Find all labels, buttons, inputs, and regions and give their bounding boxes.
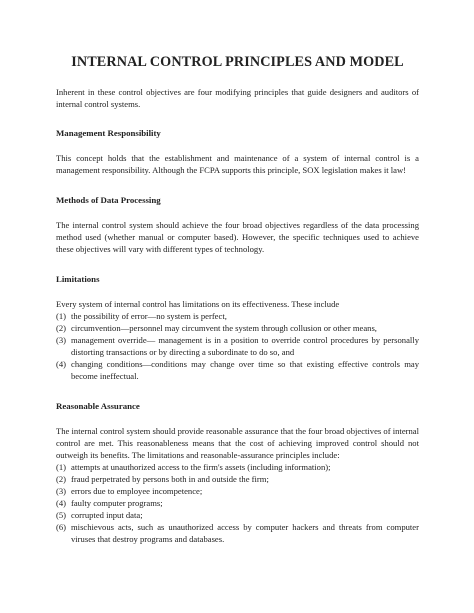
list-item-text: the possibility of error—no system is perfect, bbox=[71, 311, 227, 321]
list-item bbox=[56, 322, 419, 334]
list-item bbox=[56, 310, 419, 322]
section-heading-methods-of-data-processing: Methods of Data Processing bbox=[56, 195, 161, 205]
section-heading-management-responsibility: Management Responsibility bbox=[56, 128, 161, 138]
list-item-number: (2) bbox=[56, 474, 67, 484]
list-item bbox=[56, 473, 419, 485]
list-item bbox=[56, 485, 419, 497]
list-item-text: corrupted input data; bbox=[71, 510, 143, 520]
reasonable-assurance-list bbox=[56, 461, 419, 545]
section-heading-limitations: Limitations bbox=[56, 274, 100, 284]
list-item-text: fraud perpetrated by persons both in and outside the firm; bbox=[71, 474, 269, 484]
document-page bbox=[56, 54, 419, 545]
list-item-text: attempts at unauthorized access to the firm's assets (including information); bbox=[71, 462, 331, 472]
section-heading-reasonable-assurance: Reasonable Assurance bbox=[56, 401, 140, 411]
list-item-text: management override— management is in a position to override control procedures by personally distorting transactions or by directing a subordinate to do so, and bbox=[71, 335, 419, 357]
section-paragraph-methods-of-data-processing: The internal control system should achieve the four broad objectives regardless of the data processing method used (whether manual or computer based). However, the specific techniques used to achieve these objectives will vary with different types of technology. bbox=[56, 220, 419, 254]
list-item bbox=[56, 509, 419, 521]
list-item-text: mischievous acts, such as unauthorized access by computer hackers and threats from computer viruses that destroy programs and databases. bbox=[71, 522, 419, 544]
section-paragraph-management-responsibility: This concept holds that the establishment and maintenance of a system of internal control is a management responsibility. Although the FCPA supports this principle, SOX legislation makes it law! bbox=[56, 153, 419, 175]
list-item-number: (4) bbox=[56, 359, 67, 369]
list-item bbox=[56, 497, 419, 509]
list-item-number: (1) bbox=[56, 311, 67, 321]
list-item-text: errors due to employee incompetence; bbox=[71, 486, 203, 496]
limitations-list bbox=[56, 310, 419, 382]
list-item-text: changing conditions—conditions may change over time so that existing effective controls may become ineffectual. bbox=[71, 359, 419, 381]
list-item-number: (4) bbox=[56, 498, 67, 508]
list-item bbox=[56, 461, 419, 473]
list-item-text: circumvention—personnel may circumvent the system through collusion or other means, bbox=[71, 323, 377, 333]
section-paragraph-reasonable-assurance: The internal control system should provide reasonable assurance that the four broad objectives of internal control are met. This reasonableness means that the cost of achieving improved control should not outweigh its benefits. The limitations and reasonable-assurance principles include: bbox=[56, 426, 419, 460]
list-item-number: (3) bbox=[56, 486, 67, 496]
list-item bbox=[56, 521, 419, 545]
section-paragraph-limitations: Every system of internal control has limitations on its effectiveness. These include bbox=[56, 299, 340, 309]
list-item-number: (2) bbox=[56, 323, 67, 333]
list-item bbox=[56, 358, 419, 382]
list-item-number: (1) bbox=[56, 462, 67, 472]
list-item bbox=[56, 334, 419, 358]
intro-paragraph: Inherent in these control objectives are four modifying principles that guide designers and auditors of internal control systems. bbox=[56, 87, 419, 109]
list-item-number: (3) bbox=[56, 335, 67, 345]
list-item-text: faulty computer programs; bbox=[71, 498, 163, 508]
document-title: INTERNAL CONTROL PRINCIPLES AND MODEL bbox=[71, 54, 404, 70]
list-item-number: (6) bbox=[56, 522, 67, 532]
list-item-number: (5) bbox=[56, 510, 67, 520]
